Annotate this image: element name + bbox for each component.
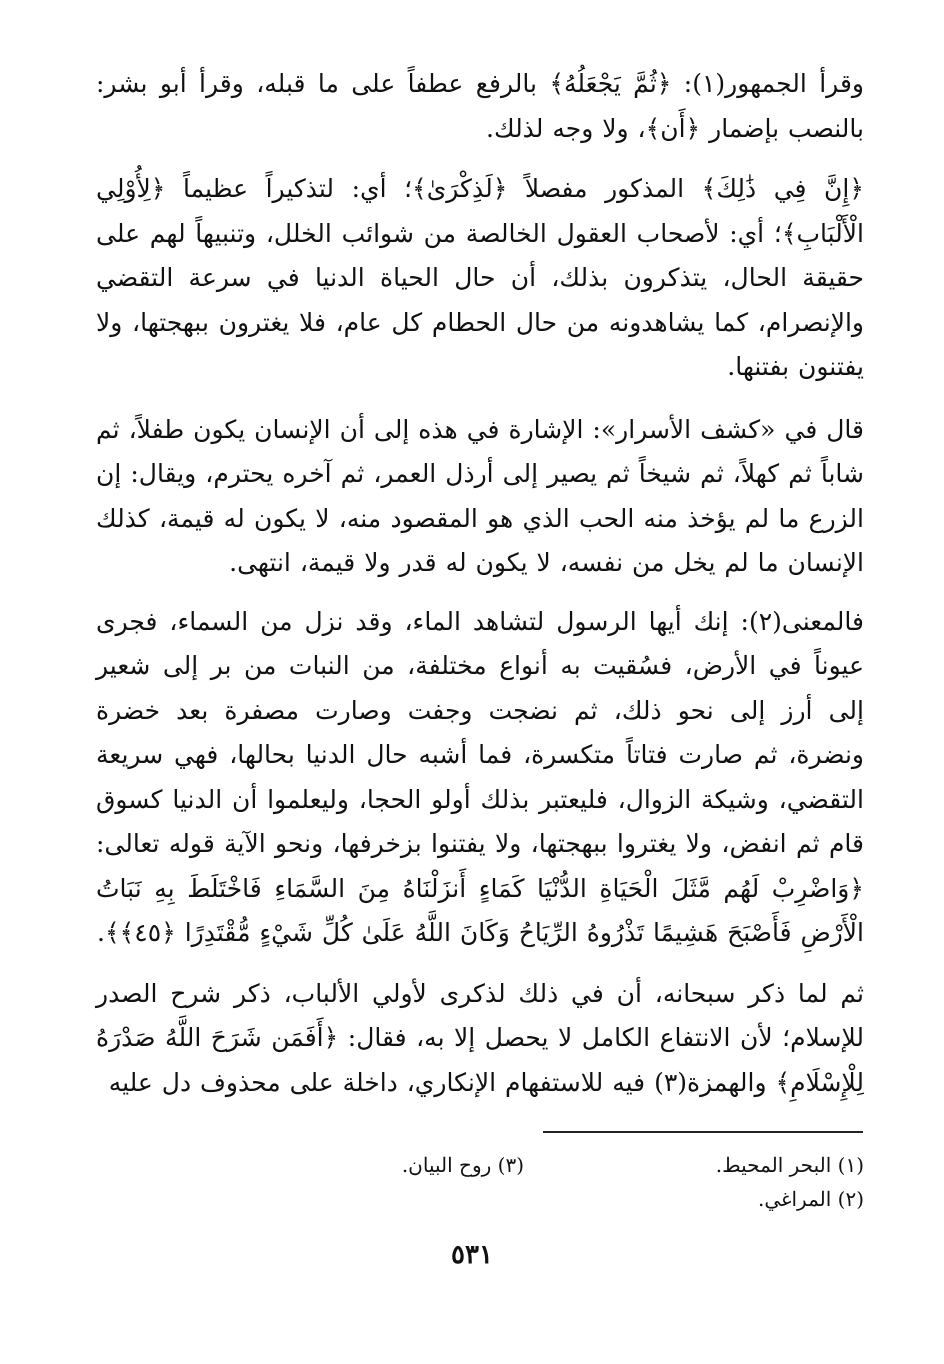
paragraph-reminder: ﴿إِنَّ فِي ذَٰلِكَ﴾ المذكور مفصلاً ﴿لَذِكْرَىٰ﴾؛ أي: لتذكيراً عظيماً ﴿لِأُوْلِي الْأَلْبَابِ﴾؛ أي: لأصحاب العقول الخالصة من شوائب الخلل، وتنبيهاً لهم على حقيقة الحال، يتذكرون بذلك، أن حال الحياة الدنيا في سرعة التقضي والإنصرام، كما يشاهدونه من حال الحطام كل عام، فلا يغترون ببهجتها، ولا يفتنون بفتنها.: [96, 174, 864, 381]
main-text: [96, 62, 864, 1105]
footnote-3: (٣) روح البيان.: [401, 1153, 524, 1177]
paragraph-islam-chest: ثم لما ذكر سبحانه، أن في ذلك لذكرى لأولي الألباب، ذكر شرح الصدر للإسلام؛ لأن الانتفاع الكامل لا يحصل إلا به، فقال: ﴿أَفَمَن شَرَحَ اللَّهُ صَدْرَهُ لِلْإِسْلَامِ﴾ والهمزة(٣) فيه للاستفهام الإنكاري، داخلة على محذوف دل عليه: [96, 978, 864, 1097]
footnote-row: [96, 1148, 864, 1182]
footnote-separator: [543, 1131, 863, 1133]
paragraph-kashf-al-asrar: قال في «كشف الأسرار»: الإشارة في هذه إلى أن الإنسان يكون طفلاً، ثم شاباً ثم كهلاً، ثم شيخاً ثم يصير إلى أرذل العمر، ثم آخره يحترم، ويقال: إن الزرع ما لم يؤخذ منه الحب الذي هو المقصود منه، لا يكون له قيمة، كذلك الإنسان ما لم يخل من نفسه، لا يكون له قدر ولا قيمة، انتهى.: [96, 414, 864, 577]
footnote-1: (١) البحر المحيط.: [715, 1153, 864, 1177]
paragraph-readings: وقرأ الجمهور(١): ﴿ثُمَّ يَجْعَلُهُ﴾ بالرفع عطفاً على ما قبله، وقرأ أبو بشر: بالنصب بإضمار ﴿أَن﴾، ولا وجه لذلك.: [96, 69, 864, 143]
footnote-2: (٢) المراغي.: [757, 1187, 864, 1211]
paragraph-meaning: فالمعنى(٢): إنك أيها الرسول لتشاهد الماء، وقد نزل من السماء، فجرى عيوناً في الأرض، فسُقيت به أنواع مختلفة، من النبات من بر إلى شعير إلى أرز إلى نحو ذلك، ثم نضجت وجفت وصارت مصفرة بعد خضرة ونضرة، ثم صارت فتاتاً متكسرة، فما أشبه حال الدنيا بحالها، فهي سريعة التقضي، وشيكة الزوال، فليعتبر بذلك أولو الحجا، وليعلموا أن الدنيا كسوق قام ثم انفض، ولا يغتروا ببهجتها، ولا يفتنوا بزخرفها، ونحو الآية قوله تعالى: ﴿وَاضْرِبْ لَهُم مَّثَلَ الْحَيَاةِ الدُّنْيَا كَمَاءٍ أَنزَلْنَاهُ مِنَ السَّمَاءِ فَاخْتَلَطَ بِهِ نَبَاتُ الْأَرْضِ فَأَصْبَحَ هَشِيمًا تَذْرُوهُ الرِّيَاحُ وَكَانَ اللَّهُ عَلَىٰ كُلِّ شَيْءٍ مُّقْتَدِرًا ﴿٤٥﴾﴾.: [96, 606, 864, 947]
page-number: ٥٣١: [451, 1240, 493, 1270]
footnote-row: [96, 1182, 864, 1216]
footnotes: [96, 1148, 864, 1216]
